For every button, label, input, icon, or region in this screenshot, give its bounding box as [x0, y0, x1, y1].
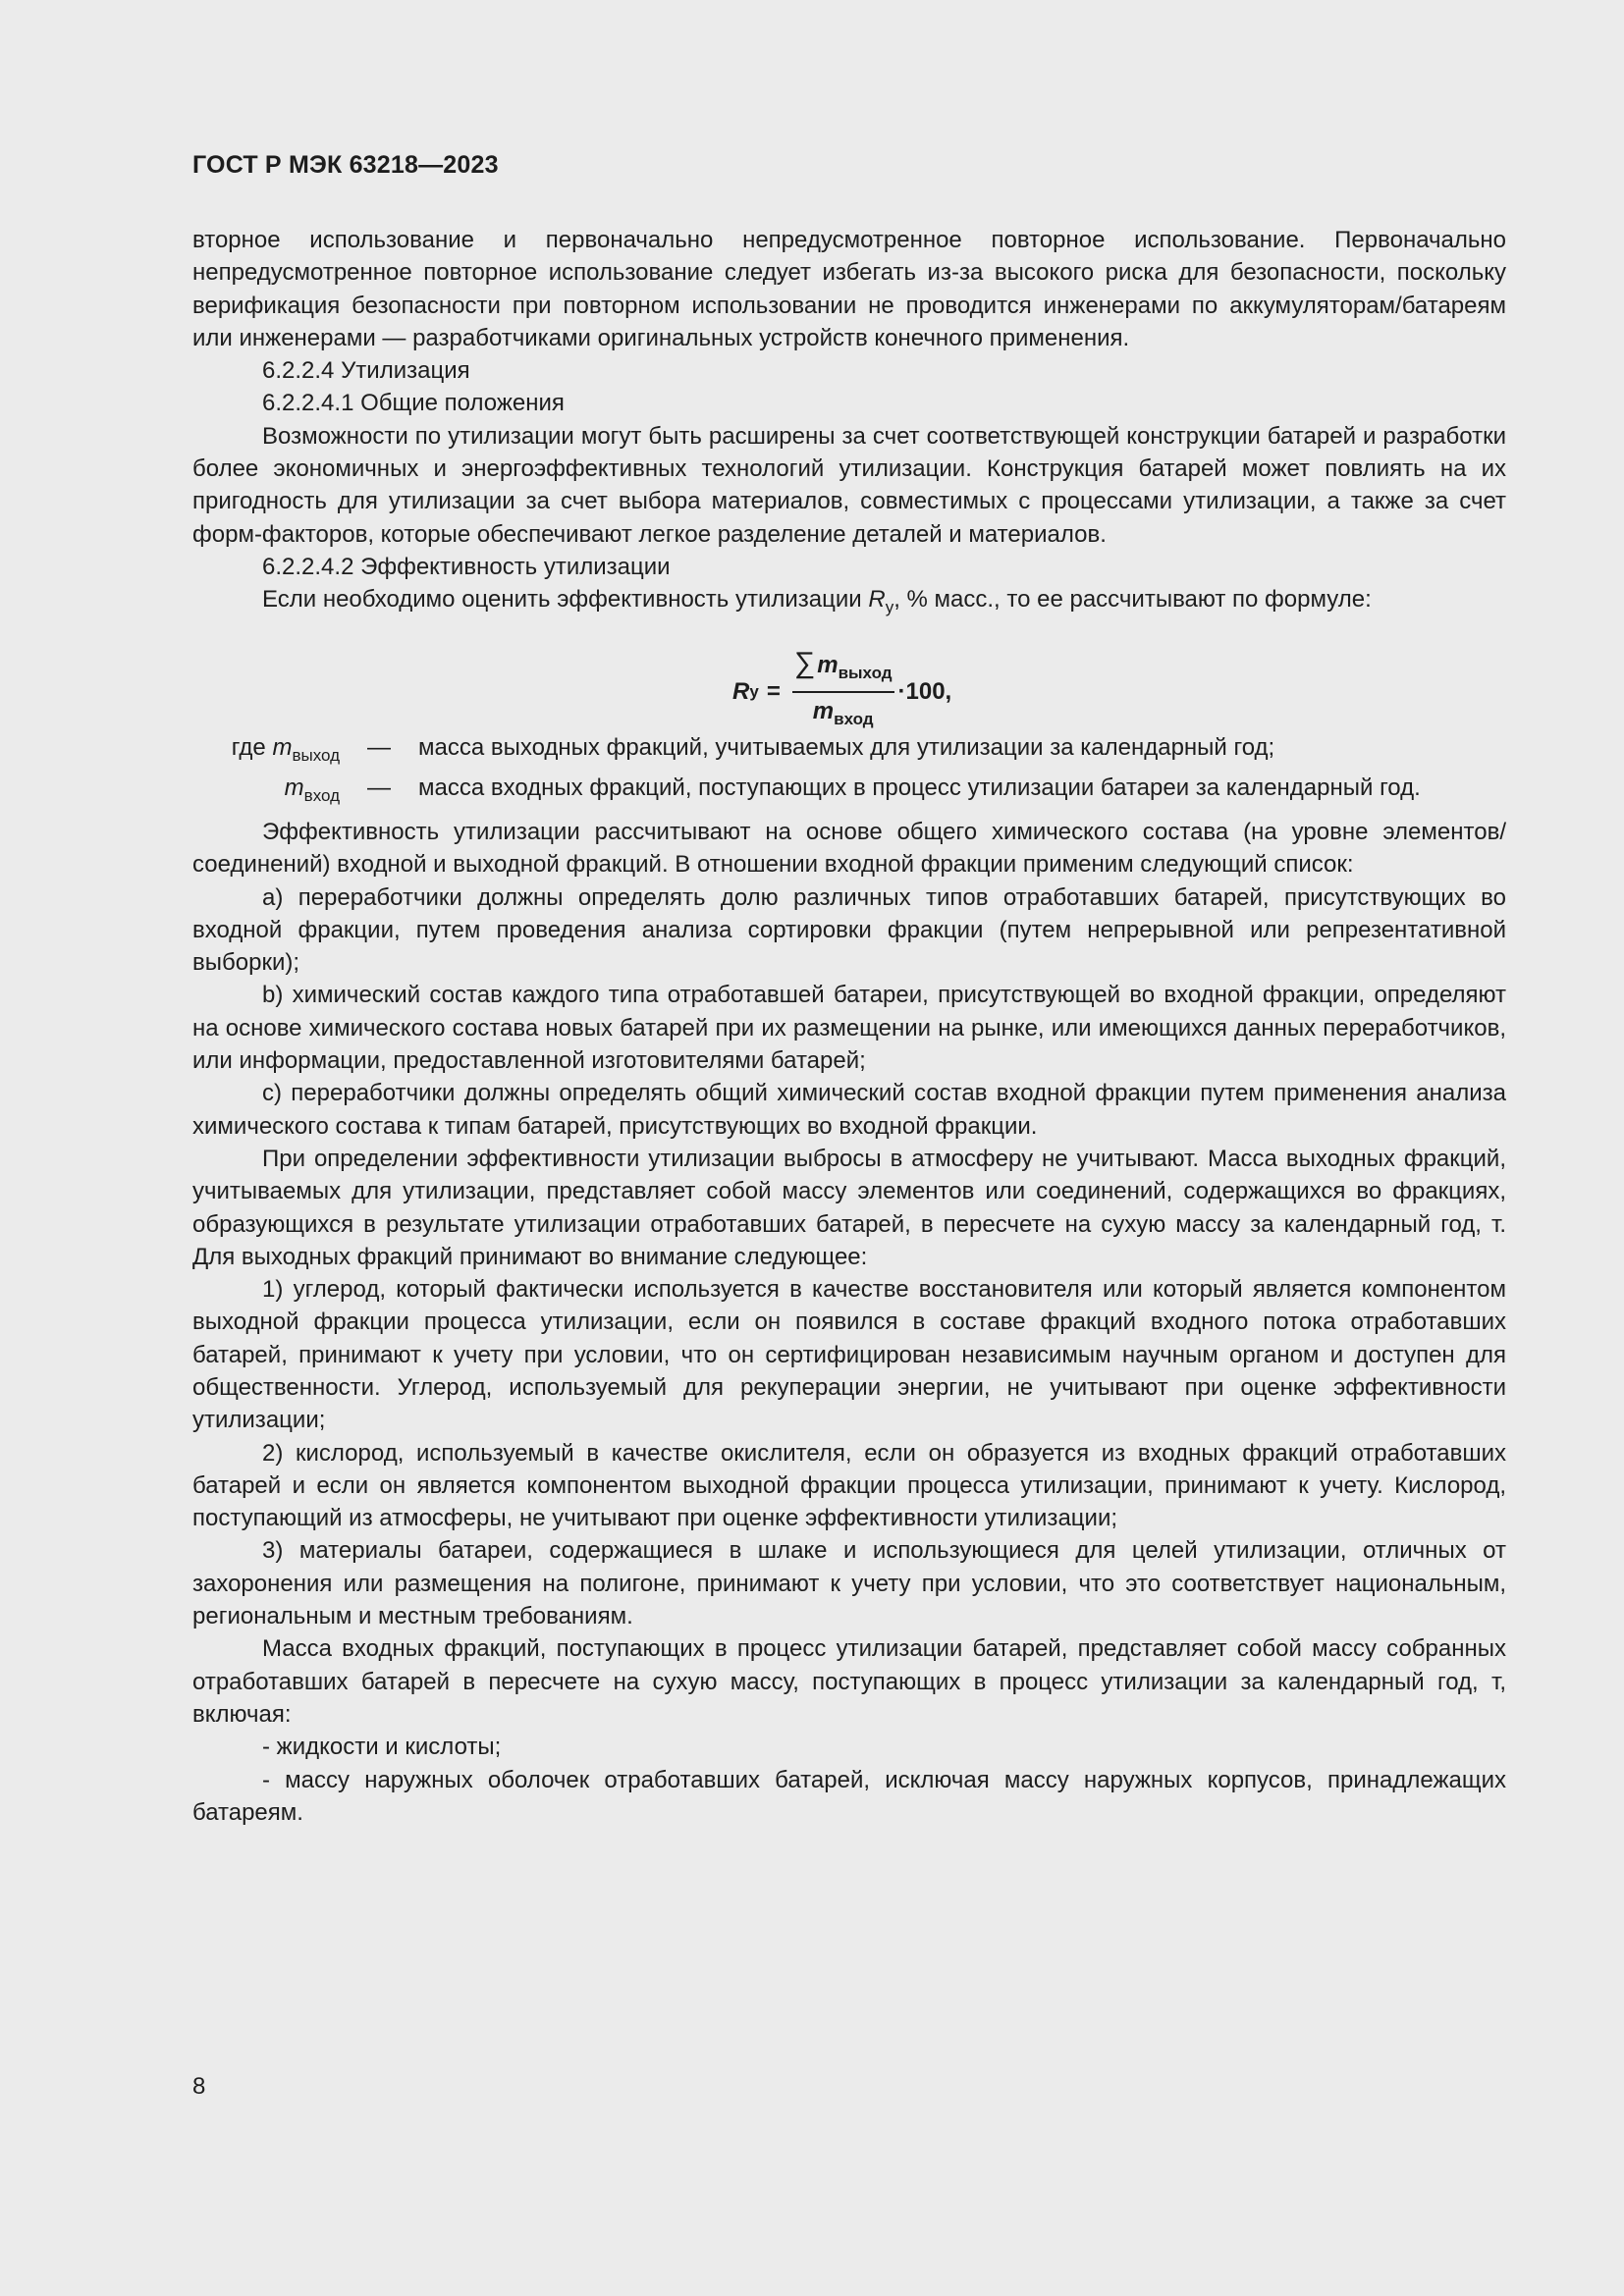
denominator-var: m — [812, 698, 835, 725]
intro-symbol: R — [868, 586, 886, 614]
definition-dash: — — [367, 734, 391, 762]
definition-dash: — — [367, 774, 391, 802]
list-item: 3) материалы батареи, содержащиеся в шлаке и использующиеся для целей утилизации, отличных от захоронения или размещения на полигоне, принимают к учету при условии, что это соответствует национальным, региональным и местным требованиям. — [192, 1537, 1506, 1630]
definition-desc: масса выходных фракций, учитываемых для утилизации за календарный год; — [418, 734, 1275, 762]
numerator-var: m — [817, 652, 839, 679]
document-body — [192, 224, 1506, 1829]
formula — [192, 623, 1506, 731]
definition-term — [192, 731, 340, 772]
subsection-heading: 6.2.2.4.1 Общие положения — [262, 390, 565, 417]
formula-equals: = — [766, 677, 781, 705]
formula-fraction — [792, 647, 894, 735]
formula-tail: ·100, — [897, 677, 952, 705]
document-header: ГОСТ Р МЭК 63218—2023 — [192, 151, 499, 179]
definition-var: m — [284, 774, 304, 802]
list-item: 1) углерод, который фактически используется в качестве восстановителя или который является компонентом выходной фракции процесса утилизации, если он появился в составе фракций входного потока отработавших батарей, принимают к учету при условии, что он сертифицирован независимым научным органом и доступен для общественности. Углерод, используемый для рекуперации энергии, не учитывают при оценке эффективности утилизации; — [192, 1276, 1506, 1434]
list-item: - жидкости и кислоты; — [262, 1734, 502, 1761]
list-item: c) переработчики должны определять общий химический состав входной фракции путем применения анализа химического состава к типам батарей, присутствующих во входной фракции. — [192, 1080, 1506, 1140]
list-item: 2) кислород, используемый в качестве окислителя, если он образуется из входных фракций отработавших батарей и если он является компонентом выходной фракции процесса утилизации, принимают к учету. Кислород, поступающий из атмосферы, не учитывают при оценке эффективности утилизации; — [192, 1439, 1506, 1532]
paragraph: Возможности по утилизации могут быть расширены за счет соответствующей конструкции батарей и разработки более экономичных и энергоэффективных технологий утилизации. Конструкция батарей может повлиять на их пригодность для утилизации за счет выбора материалов, совместимых с процессами утилизации, а также за счет форм-факторов, которые обеспечивают легкое разделение деталей и материалов. — [192, 422, 1506, 548]
definition-var: m — [272, 734, 293, 762]
sum-symbol: ∑ — [793, 647, 816, 680]
formula-denominator — [813, 693, 874, 735]
denominator-sub: вход — [834, 710, 874, 729]
definition-prefix: где — [231, 734, 273, 762]
paragraph: Эффективность утилизации рассчитывают на основе общего химического состава (на уровне элементов/соединений) входной и выходной фракций. В отношении входной фракции применим следующий список: — [192, 818, 1506, 879]
list-item: - массу наружных оболочек отработавших батарей, исключая массу наружных корпусов, принадлежащих батареям. — [192, 1766, 1506, 1826]
definition-sub: выход — [292, 746, 340, 766]
formula-intro — [192, 583, 1506, 623]
definition-sub: вход — [303, 785, 340, 805]
intro-text-after: , % масс., то ее рассчитывают по формуле: — [893, 586, 1372, 614]
intro-text: Если необходимо оценить эффективность утилизации — [262, 586, 869, 614]
subsection-heading: 6.2.2.4.2 Эффективность утилизации — [262, 553, 671, 580]
formula-lhs: R — [732, 677, 750, 705]
formula-numerator — [792, 647, 894, 693]
definitions-list — [192, 731, 1506, 812]
definition-item — [192, 731, 1506, 772]
paragraph: Масса входных фракций, поступающих в процесс утилизации батарей, представляет собой массу собранных отработавших батарей в пересчете на сухую массу, поступающих в процесс утилизации за календарный год, т, включая: — [192, 1635, 1506, 1728]
definition-term — [192, 772, 340, 812]
paragraph: вторное использование и первоначально непредусмотренное повторное использование. Первоначально непредусмотренное повторное использование следует избегать из-за высокого риска для безопасности, поскольку верификация безопасности при повторном использовании не проводится инженерами по аккумуляторам/батареям или инженерами — разработчиками оригинальных устройств конечного применения. — [192, 227, 1506, 351]
numerator-sub: выход — [838, 664, 893, 683]
definition-item — [192, 772, 1506, 812]
section-heading: 6.2.2.4 Утилизация — [262, 357, 470, 385]
formula-expression — [732, 647, 951, 735]
paragraph: При определении эффективности утилизации выбросы в атмосферу не учитывают. Масса выходных фракций, учитываемых для утилизации, представляет собой массу элементов или соединений, содержащихся во фракциях, образующихся в результате утилизации отработавших батарей, в пересчете на сухую массу за календарный год, т. Для выходных фракций принимают во внимание следующее: — [192, 1145, 1506, 1270]
page-number: 8 — [192, 2073, 206, 2100]
list-item: a) переработчики должны определять долю различных типов отработавших батарей, присутствующих во входной фракции, путем проведения анализа сортировки фракции (путем непрерывной или репрезентативной выборки); — [192, 883, 1506, 977]
list-item: b) химический состав каждого типа отработавшей батареи, присутствующей во входной фракции, определяют на основе химического состава новых батарей при их размещении на рынке, или имеющихся данных переработчиков, или информации, предоставленной изготовителями батарей; — [192, 982, 1506, 1075]
intro-symbol-sub: у — [885, 598, 894, 617]
definition-desc: масса входных фракций, поступающих в процесс утилизации батареи за календарный год. — [418, 774, 1421, 802]
formula-lhs-sub: у — [749, 681, 759, 701]
